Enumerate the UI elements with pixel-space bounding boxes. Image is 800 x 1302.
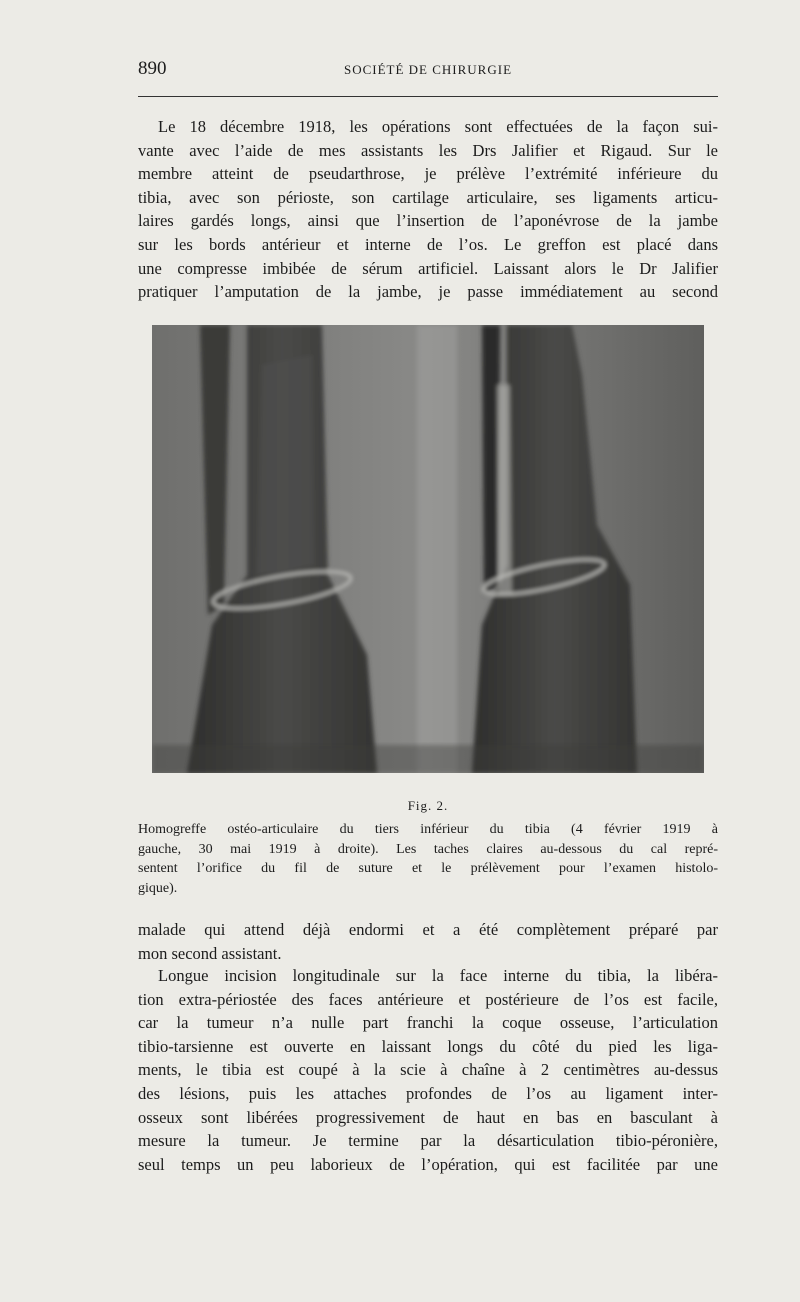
paragraph-incision	[138, 964, 718, 1176]
text-line: car la tumeur n’a nulle part franchi la coque osseuse, l’articulation	[138, 1013, 718, 1033]
caption-line: gauche, 30 mai 1919 à droite). Les taches claires au-dessous du cal repré-	[138, 841, 718, 857]
text-line: malade qui attend déjà endormi et a été complètement préparé par	[138, 920, 718, 939]
text-line: Le 18 décembre 1918, les opérations sont effectuées de la façon sui-	[158, 117, 718, 136]
text-line: laires gardés longs, ainsi que l’insertion de l’aponévrose de la jambe	[138, 211, 718, 231]
running-head	[138, 58, 718, 84]
text-line: mon second assistant.	[138, 943, 282, 963]
text-line: mesure la tumeur. Je termine par la désarticulation tibio-péronière,	[138, 1131, 718, 1151]
text-line: sur les bords antérieur et interne de l’os. Le greffon est placé dans	[138, 234, 718, 254]
text-line: Longue incision longitudinale sur la face interne du tibia, la libéra-	[158, 966, 718, 985]
text-line: une compresse imbibée de sérum artificiel. Laissant alors le Dr Jalifier	[138, 258, 718, 278]
caption-line: sentent l’orifice du fil de suture et le prélèvement pour l’examen histolo-	[138, 861, 718, 876]
text-line: des lésions, puis les attaches profondes de l’os au ligament inter-	[138, 1083, 718, 1103]
text-line: vante avec l’aide de mes assistants les Drs Jalifier et Rigaud. Sur le	[138, 140, 718, 160]
paragraph-operation-intro	[138, 115, 718, 304]
text-line: membre atteint de pseudarthrose, je prélève l’extrémité inférieure du	[138, 164, 718, 184]
text-line: osseux sont libérées progressivement de haut en bas en basculant à	[138, 1107, 718, 1127]
text-line: seul temps un peu laborieux de l’opération, qui est facilitée par une	[138, 1154, 718, 1174]
xray-image	[152, 325, 704, 773]
paragraph-patient	[138, 918, 718, 965]
xray-figure	[152, 325, 704, 773]
journal-title: SOCIÉTÉ DE CHIRURGIE	[343, 62, 513, 77]
text-line: tion extra-périostée des faces antérieure et postérieure de l’os est facile,	[138, 989, 718, 1009]
text-line: tibio-tarsienne est ouverte en laissant longs du côté du pied les liga-	[138, 1036, 718, 1056]
text-line: pratiquer l’amputation de la jambe, je passe immédiatement au second	[138, 282, 718, 302]
caption-line: Homogreffe ostéo-articulaire du tiers inférieur du tibia (4 février 1919 à	[138, 822, 718, 837]
caption-line: gique).	[138, 880, 178, 896]
text-line: ments, le tibia est coupé à la scie à chaîne à 2 centimètres au-dessus	[138, 1060, 718, 1080]
header-rule	[138, 96, 718, 97]
page-number: 890	[138, 58, 167, 79]
figure-label: Fig. 2.	[407, 798, 449, 813]
text-line: tibia, avec son périoste, son cartilage articulaire, ses ligaments articu-	[138, 187, 718, 207]
figure-caption	[138, 820, 718, 898]
